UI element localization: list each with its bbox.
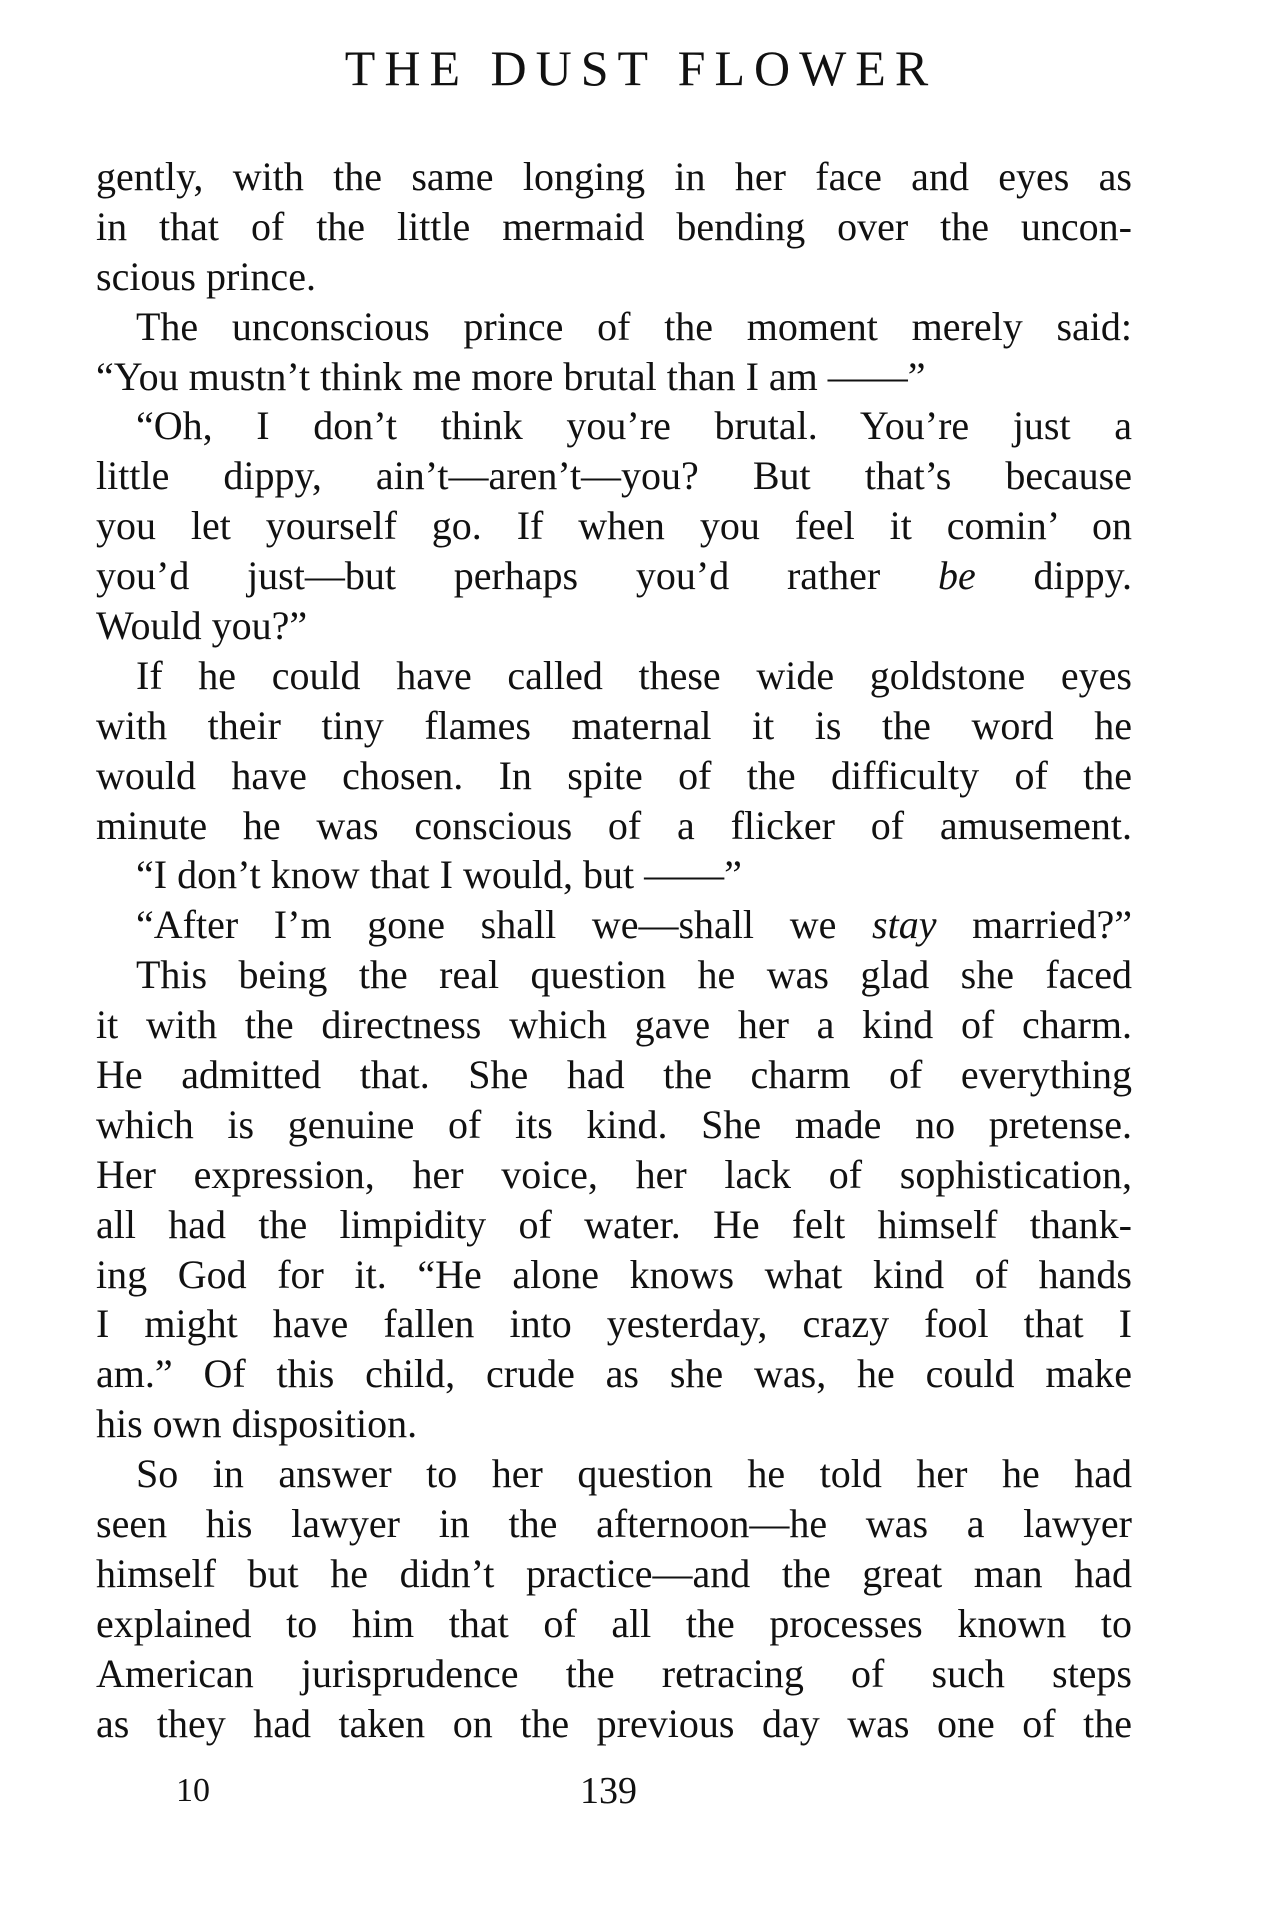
italic-word: stay xyxy=(872,902,937,948)
text-fragment: married?” xyxy=(972,902,1132,948)
text-line: himself but he didn’t practice—and the great man had xyxy=(96,1550,1132,1596)
text-line: scious prince. xyxy=(96,253,316,299)
text-line: Would you?” xyxy=(96,603,308,649)
text-line: which is genuine of its kind. She made no pretense. xyxy=(96,1101,1132,1147)
text-line: American jurisprudence the retracing of such steps xyxy=(96,1650,1132,1696)
text-line: minute he was conscious of a flicker of amusement. xyxy=(96,802,1132,848)
text-line: am.” Of this child, crude as she was, he could make xyxy=(96,1351,1132,1397)
text-line-with-italic xyxy=(96,900,1132,950)
text-line: it with the directness which gave her a kind of charm. xyxy=(96,1002,1132,1048)
text-fragment: you’d just—but perhaps you’d rather xyxy=(96,553,881,599)
text-line: in that of the little mermaid bending over the uncon- xyxy=(96,203,1132,249)
text-line: So in answer to her question he told her he had xyxy=(136,1451,1132,1497)
signature-mark: 10 xyxy=(176,1772,210,1809)
text-line: all had the limpidity of water. He felt himself thank- xyxy=(96,1201,1132,1247)
text-line: “Oh, I don’t think you’re brutal. You’re just a xyxy=(136,403,1132,449)
text-line: seen his lawyer in the afternoon—he was a lawyer xyxy=(96,1501,1132,1547)
text-line: “I don’t know that I would, but ——” xyxy=(136,852,742,898)
text-line-with-italic xyxy=(96,551,1132,601)
text-line: his own disposition. xyxy=(96,1401,418,1447)
text-line: gently, with the same longing in her face and eyes as xyxy=(96,154,1132,199)
text-line: I might have fallen into yesterday, crazy fool that I xyxy=(96,1301,1132,1347)
text-line: you let yourself go. If when you feel it comin’ on xyxy=(96,503,1132,549)
text-line: little dippy, ain’t—aren’t—you? But that’s because xyxy=(96,453,1132,499)
body-text xyxy=(96,152,1132,1749)
text-fragment: “After I’m gone shall we—shall we xyxy=(136,902,837,948)
text-line: This being the real question he was glad she faced xyxy=(136,952,1132,998)
text-line: ing God for it. “He alone knows what kind of hands xyxy=(96,1251,1132,1297)
text-line: He admitted that. She had the charm of everything xyxy=(96,1052,1132,1098)
text-line: Her expression, her voice, her lack of sophistication, xyxy=(96,1151,1132,1197)
text-line: with their tiny flames maternal it is the word he xyxy=(96,702,1132,748)
text-line: The unconscious prince of the moment merely said: xyxy=(136,303,1132,349)
italic-word: be xyxy=(937,553,976,599)
text-line: explained to him that of all the processes known to xyxy=(96,1600,1132,1646)
text-line: as they had taken on the previous day was one of the xyxy=(96,1700,1132,1746)
text-line: would have chosen. In spite of the difficulty of the xyxy=(96,752,1132,798)
text-fragment: dippy. xyxy=(1033,553,1132,599)
page-number: 139 xyxy=(580,1770,637,1812)
running-head-title: THE DUST FLOWER xyxy=(344,40,938,96)
text-line: “You mustn’t think me more brutal than I am ——” xyxy=(96,353,926,399)
text-line: If he could have called these wide goldstone eyes xyxy=(136,652,1132,698)
